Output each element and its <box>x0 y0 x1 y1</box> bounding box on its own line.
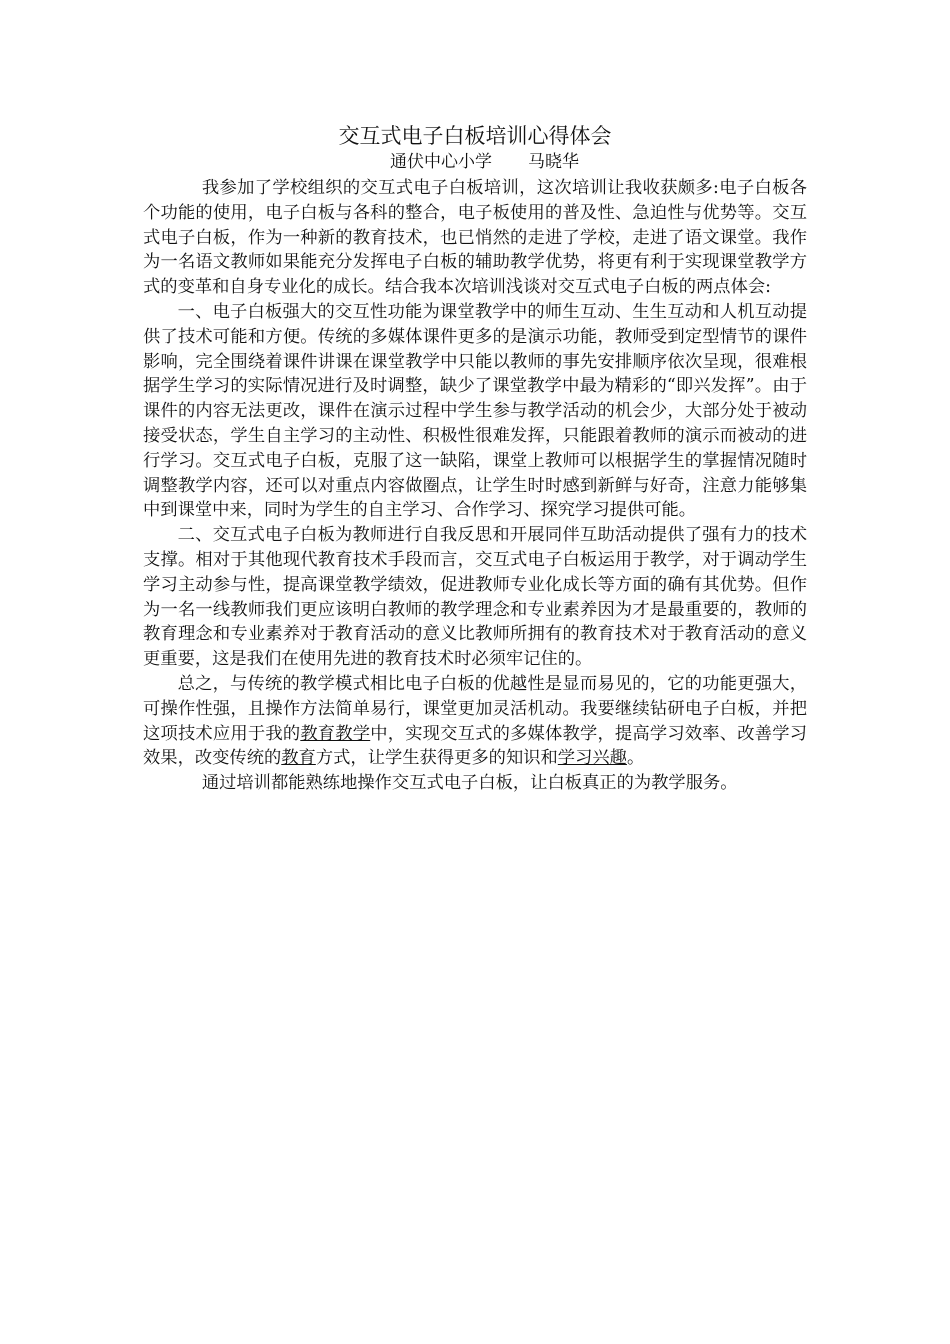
link-learning-interest[interactable]: 学习兴趣 <box>557 748 627 769</box>
author-name: 马晓华 <box>528 152 579 172</box>
summary-text-2: 中，实现交互式的多媒体教学，提高学习效率、改善学习效果，改变传统的 <box>143 723 807 769</box>
link-education-teaching[interactable]: 教育教学 <box>300 723 371 744</box>
paragraph-point-one: 一、电子白板强大的交互性功能为课堂教学中的师生互动、生生互动和人机互动提供了技术可能和方便。传统的多媒体课件更多的是演示功能，教师受到定型情节的课件影响，完全围绕着课件讲课在课堂教学中只能以教师的事先安排顺序依次呈现，很难根据学生学习的实际情况进行及时调整，缺少了课堂教学中最为精彩的“即兴发挥”。由于课件的内容无法更改，课件在演示过程中学生参与教学活动的机会少，大部分处于被动接受状态，学生自主学习的主动性、积极性很难发挥，只能跟着教师的演示而被动的进行学习。交互式电子白板，克服了这一缺陷，课堂上教师可以根据学生的掌握情况随时调整教学内容，还可以对重点内容做圈点，让学生时时感到新鲜与好奇，注意力能够集中到课堂中来，同时为学生的自主学习、合作学习、探究学习提供可能。 <box>143 301 807 521</box>
link-education[interactable]: 教育 <box>281 748 316 769</box>
summary-text-4: 。 <box>626 748 645 769</box>
summary-text-1: 总之，与传统的教学模式相比电子白板的优越性是显而易见的，它的功能更强大，可操作性强，且操作方法简单易行，课堂更加灵活机动。我要继续钻研电子白板，并把这项技术应用于我的 <box>143 673 807 744</box>
byline <box>390 150 579 174</box>
paragraph-summary <box>143 672 807 771</box>
document-body <box>143 176 807 796</box>
paragraph-intro: 我参加了学校组织的交互式电子白板培训，这次培训让我收获颇多:电子白板各个功能的使用，电子白板与各科的整合，电子板使用的普及性、急迫性与优势等。交互式电子白板，作为一种新的教育技术，也已悄然的走进了学校，走进了语文课堂。我作为一名语文教师如果能充分发挥电子白板的辅助教学优势，将更有利于实现课堂教学方式的变革和自身专业化的成长。结合我本次培训浅谈对交互式电子白板的两点体会: <box>143 178 807 298</box>
summary-text-3: 方式，让学生获得更多的知识和 <box>315 748 558 769</box>
document-title: 交互式电子白板培训心得体会 <box>338 124 612 148</box>
paragraph-closing: 通过培训都能熟练地操作交互式电子白板，让白板真正的为教学服务。 <box>201 773 738 794</box>
school-name: 通伏中心小学 <box>390 152 492 172</box>
paragraph-point-two: 二、交互式电子白板为教师进行自我反思和开展同伴互助活动提供了强有力的技术支撑。相对于其他现代教育技术手段而言，交互式电子白板运用于教学，对于调动学生学习主动参与性，提高课堂教学绩效，促进教师专业化成长等方面的确有其优势。但作为一名一线教师我们更应该明白教师的教学理念和专业素养因为才是最重要的，教师的教育理念和专业素养对于教育活动的意义比教师所拥有的教育技术对于教育活动的意义更重要，这是我们在使用先进的教育技术时必须牢记住的。 <box>143 525 807 670</box>
